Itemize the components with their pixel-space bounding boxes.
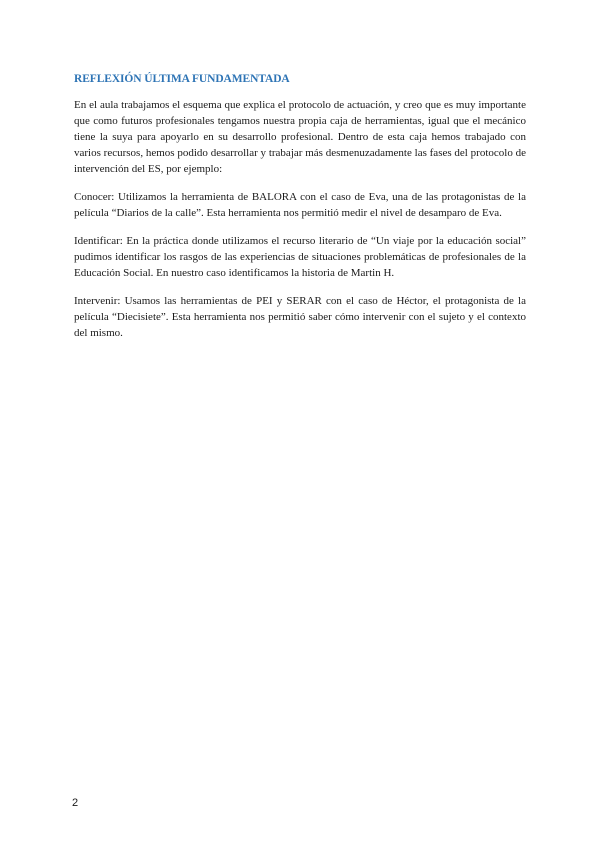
paragraph-intervenir: Intervenir: Usamos las herramientas de PEI y SERAR con el caso de Héctor, el protagonista de la película “Diecisiete”. Esta herramienta nos permitió saber cómo intervenir con el sujeto y el contexto del mismo. (74, 295, 526, 339)
paragraph-conocer: Conocer: Utilizamos la herramienta de BALORA con el caso de Eva, una de las protagonistas de la película “Diarios de la calle”. Esta herramienta nos permitió medir el nivel de desamparo de Eva. (74, 191, 526, 219)
paragraph-identificar: Identificar: En la práctica donde utilizamos el recurso literario de “Un viaje por la educación social” pudimos identificar los rasgos de las experiencias de situaciones problemáticas de profesionales de la Educación Social. En nuestro caso identificamos la historia de Martin H. (74, 235, 526, 279)
page-content (74, 73, 526, 353)
page-number: 2 (72, 797, 79, 809)
section-heading: REFLEXIÓN ÚLTIMA FUNDAMENTADA (74, 73, 290, 85)
paragraph-intro: En el aula trabajamos el esquema que explica el protocolo de actuación, y creo que es muy importante que como futuros profesionales tengamos nuestra propia caja de herramientas, igual que el mecánico tiene la suya para apoyarlo en su desarrollo profesional. Dentro de esta caja hemos trabajado con varios recursos, hemos podido desarrollar y trabajar más desmenuzadamente las fases del protocolo de intervención del ES, por ejemplo: (74, 99, 526, 175)
